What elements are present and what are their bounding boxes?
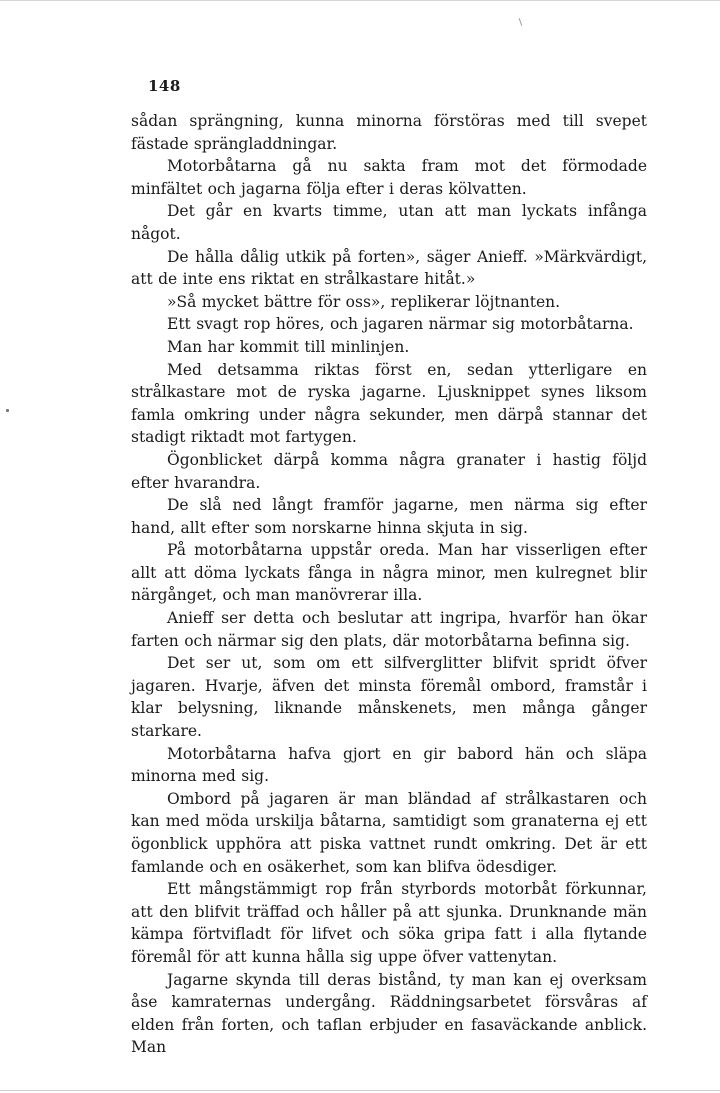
paragraph: På motorbåtarna uppstår oreda. Man har visserligen efter allt att döma lyckats fånga in några minor, men kulregnet blir närgånget, och man manövrerar illa. (131, 541, 647, 605)
paragraph: sådan sprängning, kunna minorna förstöras med till svepet fästade sprängladdningar. (131, 112, 647, 153)
page-number: 148 (148, 77, 181, 95)
paragraph: »Så mycket bättre för oss», replikerar löjtnanten. (167, 292, 561, 311)
paragraph: Man har kommit till minlinjen. (167, 337, 410, 356)
paragraph: Ett svagt rop höres, och jagaren närmar sig motorbåtarna. (167, 315, 634, 334)
paragraph: Anieff ser detta och beslutar att ingripa, hvarför han ökar farten och närmar sig den plats, där motorbåtarna befinna sig. (131, 609, 647, 650)
paragraph: Motorbåtarna gå nu sakta fram mot det förmodade minfältet och jagarna följa efter i deras kölvatten. (131, 157, 647, 198)
paragraph: De slå ned långt framför jagarne, men närma sig efter hand, allt efter som norskarne hinna skjuta in sig. (131, 496, 647, 537)
paragraph: Ögonblicket därpå komma några granater i hastig följd efter hvarandra. (131, 450, 647, 492)
scan-mark (519, 18, 523, 26)
paragraph: Med detsamma riktas först en, sedan ytterligare en strålkastare mot de ryska jagarne. Ljusknippet synes liksom famla omkring under några sekunder, men därpå stannar det stadigt riktadt mot fartygen. (131, 360, 647, 447)
paragraph: De hålla dålig utkik på forten», säger Anieff. »Märkvärdigt, att de inte ens riktat en strålkastare hitåt.» (131, 247, 647, 289)
paragraph: Det går en kvarts timme, utan att man lyckats infånga något. (131, 202, 647, 243)
body-text (131, 110, 647, 1059)
page-top-edge (0, 0, 720, 1)
paragraph: Jagarne skynda till deras bistånd, ty man kan ej overksam åse kamraternas undergång. Räddningsarbetet försvåras af elden från forten, och taflan erbjuder en fasaväckande anblick. Man (131, 970, 647, 1057)
paragraph: Det ser ut, som om ett silfverglitter blifvit spridt öfver jagaren. Hvarje, äfven det minsta föremål ombord, framstår i klar belysning, liknande månskenets, men många gånger starkare. (131, 654, 647, 741)
page-bottom-edge (0, 1090, 720, 1091)
paragraph: Ombord på jagaren är man bländad af strålkastaren och kan med möda urskilja båtarna, samtidigt som granaterna ej ett ögonblick upphöra att piska vattnet rundt omkring. Det är ett famlande och en osäkerhet, som kan blifva ödesdiger. (131, 789, 647, 876)
paragraph: Motorbåtarna hafva gjort en gir babord hän och släpa minorna med sig. (131, 744, 647, 786)
margin-mark (6, 409, 9, 412)
paragraph: Ett mångstämmigt rop från styrbords motorbåt förkunnar, att den blifvit träffad och håller på att sjunka. Drunknande män kämpa förtvifladt för lifvet och söka gripa fatt i alla flytande föremål för att kunna hålla sig uppe öfver vattenytan. (131, 880, 647, 966)
